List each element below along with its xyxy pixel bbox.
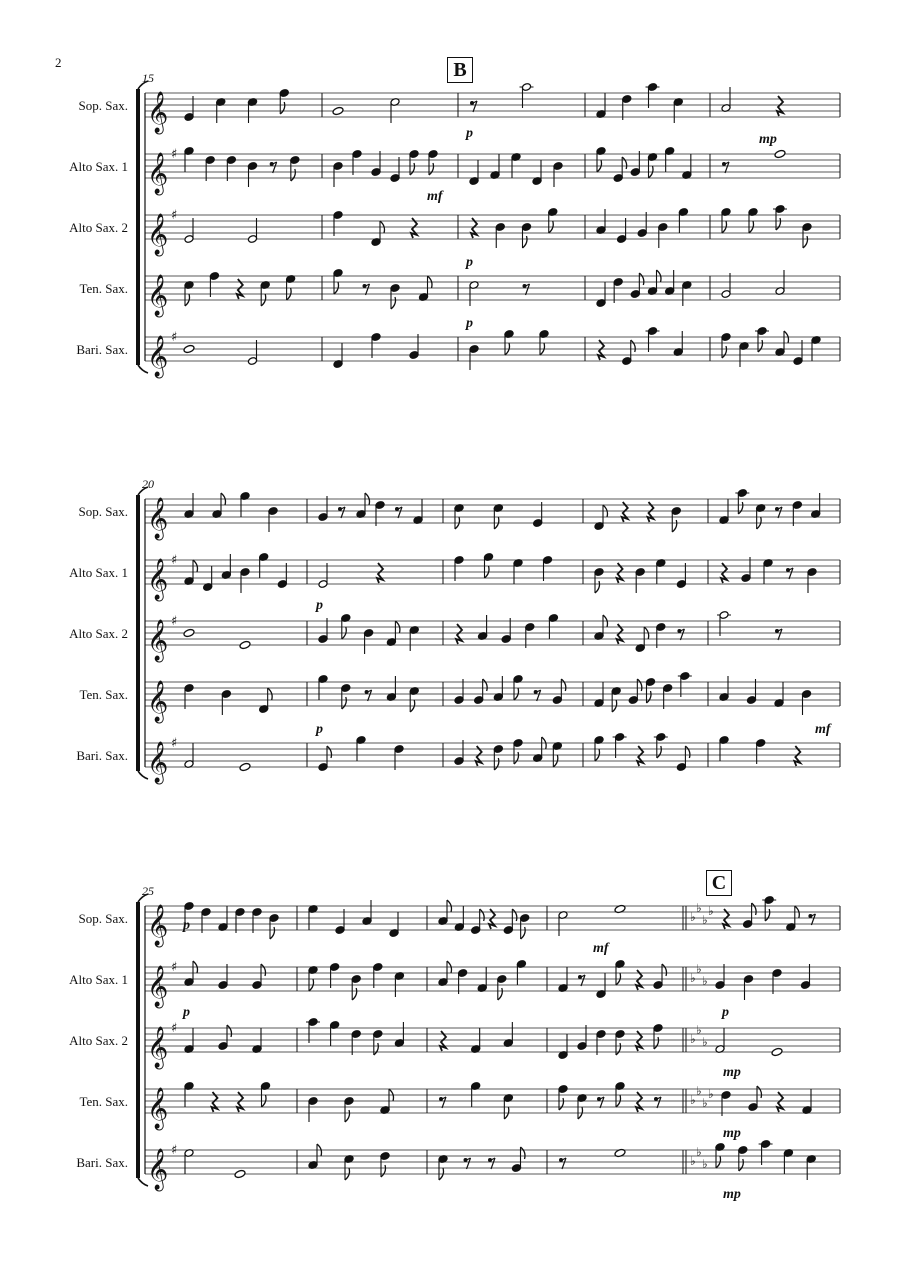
- sharp-icon: ♯: [171, 553, 178, 568]
- note-flag: [622, 157, 627, 169]
- flat-icon: ♭: [708, 904, 714, 918]
- treble-clef-icon: 𝄞: [147, 498, 169, 539]
- note-flag: [514, 752, 519, 764]
- note-head: [332, 106, 344, 115]
- note-flag: [342, 697, 347, 709]
- flat-icon: ♭: [696, 1145, 702, 1159]
- instrument-label: Alto Sax. 2: [69, 1033, 128, 1048]
- flat-icon: ♭: [696, 1084, 702, 1098]
- instrument-label: Bari. Sax.: [76, 1155, 128, 1170]
- note-flag: [758, 340, 763, 352]
- flat-icon: ♭: [690, 1154, 696, 1168]
- dynamic-marking: p: [316, 598, 323, 613]
- instrument-label: Ten. Sax.: [79, 1094, 128, 1109]
- system-bracket: [136, 89, 140, 365]
- note-flag: [803, 236, 808, 248]
- note-flag: [639, 273, 644, 285]
- note-flag: [765, 909, 770, 921]
- note-head: [183, 628, 195, 637]
- dynamic-marking: mf: [427, 189, 443, 204]
- note-flag: [494, 758, 499, 770]
- instrument-label: Alto Sax. 1: [69, 972, 128, 987]
- instrument-label: Sop. Sax.: [78, 98, 128, 113]
- note-flag: [391, 297, 396, 309]
- note-head: [234, 1169, 246, 1178]
- dynamic-marking: mp: [759, 132, 777, 147]
- note-flag: [738, 502, 743, 514]
- sharp-icon: ♯: [171, 1143, 178, 1158]
- flat-icon: ♭: [702, 1096, 708, 1110]
- note-flag: [559, 1098, 564, 1110]
- note-flag: [280, 102, 285, 114]
- sharp-icon: ♯: [171, 614, 178, 629]
- dynamic-marking: p: [466, 126, 473, 141]
- flat-icon: ♭: [690, 1032, 696, 1046]
- treble-clef-icon: 𝄞: [147, 275, 169, 316]
- note-flag: [776, 218, 781, 230]
- note-head: [771, 1047, 783, 1056]
- treble-clef-icon: 𝄞: [147, 620, 169, 661]
- note-flag: [483, 679, 488, 691]
- treble-clef-icon: 𝄞: [147, 742, 169, 783]
- note-flag: [327, 746, 332, 758]
- system-bracket: [136, 495, 140, 771]
- note-flag: [227, 1025, 232, 1037]
- flat-icon: ♭: [696, 901, 702, 915]
- treble-clef-icon: 𝄞: [147, 1088, 169, 1129]
- note-flag: [616, 1043, 621, 1055]
- dynamic-marking: p: [183, 918, 190, 933]
- sharp-icon: ♯: [171, 330, 178, 345]
- sharp-icon: ♯: [171, 147, 178, 162]
- treble-clef-icon: 𝄞: [147, 905, 169, 946]
- flat-icon: ♭: [702, 1157, 708, 1171]
- note-flag: [523, 236, 528, 248]
- instrument-label: Alto Sax. 1: [69, 159, 128, 174]
- measure-number: 15: [142, 71, 154, 85]
- flat-icon: ♭: [702, 1035, 708, 1049]
- instrument-label: Bari. Sax.: [76, 342, 128, 357]
- note-flag: [631, 340, 636, 352]
- dynamic-marking: p: [466, 316, 473, 331]
- instrument-label: Alto Sax. 1: [69, 565, 128, 580]
- note-flag: [429, 163, 434, 175]
- note-flag: [512, 909, 517, 921]
- page-number: 2: [55, 55, 62, 70]
- dynamic-marking: p: [316, 722, 323, 737]
- note-flag: [521, 1147, 526, 1159]
- flat-icon: ♭: [702, 974, 708, 988]
- rehearsal-mark: C: [706, 870, 732, 896]
- note-flag: [291, 169, 296, 181]
- dynamic-marking: mf: [815, 722, 831, 737]
- dynamic-marking: mp: [723, 1065, 741, 1080]
- note-flag: [345, 1110, 350, 1122]
- note-flag: [757, 1086, 762, 1098]
- note-flag: [410, 163, 415, 175]
- note-head: [239, 640, 251, 649]
- note-flag: [595, 581, 600, 593]
- note-flag: [672, 520, 677, 532]
- flat-icon: ♭: [702, 913, 708, 927]
- sharp-icon: ♯: [171, 208, 178, 223]
- treble-clef-icon: 𝄞: [147, 1027, 169, 1068]
- sharp-icon: ♯: [171, 960, 178, 975]
- instrument-label: Ten. Sax.: [79, 687, 128, 702]
- note-flag: [381, 1165, 386, 1177]
- flat-icon: ♭: [696, 962, 702, 976]
- dynamic-marking: mp: [723, 1126, 741, 1141]
- note-flag: [657, 746, 662, 758]
- note-flag: [637, 679, 642, 691]
- flat-icon: ♭: [690, 971, 696, 985]
- treble-clef-icon: 𝄞: [147, 92, 169, 133]
- note-head: [239, 762, 251, 771]
- system-bracket: [136, 902, 140, 1178]
- treble-clef-icon: 𝄞: [147, 336, 169, 377]
- flat-icon: ♭: [696, 1023, 702, 1037]
- measure-number: 25: [142, 884, 154, 898]
- rehearsal-mark: B: [447, 57, 473, 83]
- note-flag: [521, 927, 526, 939]
- measure-number: 20: [142, 477, 154, 491]
- note-flag: [722, 346, 727, 358]
- treble-clef-icon: 𝄞: [147, 559, 169, 600]
- flat-icon: ♭: [690, 1093, 696, 1107]
- note-flag: [480, 909, 485, 921]
- note-flag: [662, 964, 667, 976]
- treble-clef-icon: 𝄞: [147, 153, 169, 194]
- instrument-label: Sop. Sax.: [78, 504, 128, 519]
- note-flag: [647, 691, 652, 703]
- dynamic-marking: p: [183, 1005, 190, 1020]
- flat-icon: ♭: [708, 1087, 714, 1101]
- dynamic-marking: mf: [593, 941, 609, 956]
- sharp-icon: ♯: [171, 1021, 178, 1036]
- note-flag: [685, 746, 690, 758]
- note-flag: [739, 1159, 744, 1171]
- treble-clef-icon: 𝄞: [147, 681, 169, 722]
- dynamic-marking: p: [466, 255, 473, 270]
- note-flag: [352, 988, 357, 1000]
- note-flag: [498, 988, 503, 1000]
- note-flag: [752, 903, 757, 915]
- treble-clef-icon: 𝄞: [147, 214, 169, 255]
- dynamic-marking: p: [722, 1005, 729, 1020]
- instrument-label: Ten. Sax.: [79, 281, 128, 296]
- note-flag: [561, 679, 566, 691]
- treble-clef-icon: 𝄞: [147, 966, 169, 1007]
- instrument-label: Alto Sax. 2: [69, 220, 128, 235]
- note-flag: [374, 1043, 379, 1055]
- sharp-icon: ♯: [171, 736, 178, 751]
- instrument-label: Sop. Sax.: [78, 911, 128, 926]
- note-head: [774, 149, 786, 158]
- note-flag: [654, 1037, 659, 1049]
- note-head: [183, 344, 195, 353]
- flat-icon: ♭: [690, 910, 696, 924]
- note-flag: [270, 927, 275, 939]
- instrument-label: Bari. Sax.: [76, 748, 128, 763]
- note-flag: [261, 964, 266, 976]
- treble-clef-icon: 𝄞: [147, 1149, 169, 1190]
- dynamic-marking: mp: [723, 1187, 741, 1202]
- instrument-label: Alto Sax. 2: [69, 626, 128, 641]
